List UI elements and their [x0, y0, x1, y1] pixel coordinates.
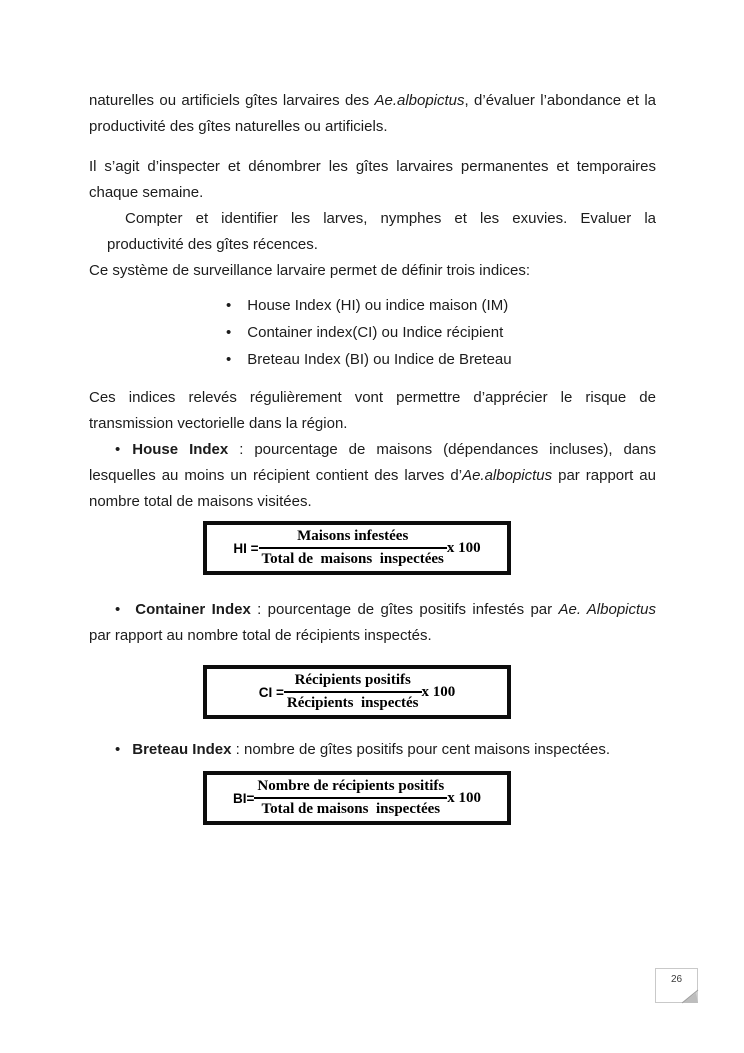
text-line: [89, 737, 656, 763]
text-line: nombre total de maisons visitées.: [89, 493, 312, 510]
index-term-bold: House Index: [132, 441, 229, 458]
list-item: [226, 319, 656, 346]
fraction-numerator: Récipients positifs: [284, 671, 422, 693]
species-name-italic: Ae. Albopictus: [558, 601, 657, 618]
index-term-bold: Container Index: [135, 601, 251, 618]
bullet-icon: •: [115, 741, 121, 758]
bullet-icon: •: [115, 601, 121, 618]
formula-multiplier: x 100: [446, 539, 481, 556]
text-line: Ces indices relevés régulièrement vont permettre d’apprécier le risque de: [89, 389, 656, 406]
fraction: [254, 777, 447, 819]
page-number: 26: [670, 974, 683, 985]
fraction-numerator: Nombre de récipients positifs: [254, 777, 447, 799]
fraction: [259, 527, 447, 569]
text-line: [89, 437, 656, 463]
bullet-icon: •: [226, 324, 232, 341]
paragraph-indices-intro: [89, 258, 656, 284]
list-item: [226, 346, 656, 373]
paragraph-container-index: [89, 597, 656, 649]
paragraph-breteau-index: [89, 737, 656, 763]
formula-box-container-index: [203, 665, 511, 719]
formula-label: CI =: [258, 684, 284, 700]
fraction-numerator: Maisons infestées: [259, 527, 447, 549]
text-segment: : nombre de gîtes positifs pour cent maisons inspectées.: [231, 741, 610, 758]
text-line: transmission vectorielle dans la région.: [89, 415, 348, 432]
formula-box-breteau-index: [203, 771, 511, 825]
text-segment: , d’évaluer l’abondance et la: [464, 92, 656, 109]
text-line: Il s’agit d’inspecter et dénombrer les gîtes larvaires permanentes et temporaires: [89, 158, 656, 175]
text-line: Ce système de surveillance larvaire permet de définir trois indices:: [89, 262, 531, 279]
list-item: [226, 292, 656, 319]
page-number-box: [655, 968, 698, 1003]
index-term-bold: Breteau Index: [132, 741, 232, 758]
paragraph-counting: [89, 206, 656, 258]
fraction-denominator: Récipients inspectés: [286, 695, 419, 711]
page-fold-icon: [681, 988, 699, 1004]
text-line: chaque semaine.: [89, 184, 204, 201]
paragraph-risk: [89, 385, 656, 437]
bullet-icon: •: [226, 351, 232, 368]
paragraph-intro: [89, 88, 656, 140]
text-line: par rapport au nombre total de récipients inspectés.: [89, 627, 432, 644]
formula-label: BI=: [233, 790, 255, 806]
list-item-label: Container index(CI) ou Indice récipient: [247, 324, 504, 341]
text-line: [89, 597, 656, 623]
fraction-denominator: Total de maisons inspectées: [261, 801, 441, 817]
formula-label: HI =: [233, 540, 259, 556]
text-segment: naturelles ou artificiels gîtes larvaires des: [89, 92, 375, 109]
species-name-italic: Ae.albopictus: [462, 467, 553, 484]
bullet-icon: •: [115, 441, 121, 458]
text-segment: lesquelles au moins un récipient contient des larves d’: [89, 467, 463, 484]
list-item-label: House Index (HI) ou indice maison (IM): [247, 297, 509, 314]
formula-box-house-index: [203, 521, 511, 575]
bullet-icon: •: [226, 297, 232, 314]
indices-bullet-list: [89, 292, 656, 373]
text-line: [89, 88, 656, 114]
paragraph-inspection: [89, 154, 656, 206]
text-segment: : pourcentage de maisons (dépendances incluses), dans: [228, 441, 656, 458]
text-line: productivité des gîtes récences.: [107, 236, 318, 253]
text-line: productivité des gîtes naturelles ou artificiels.: [89, 118, 388, 135]
paragraph-house-index: [89, 437, 656, 515]
species-name-italic: Ae.albopictus: [374, 92, 465, 109]
formula-multiplier: x 100: [421, 683, 456, 700]
fraction: [284, 671, 422, 713]
list-item-label: Breteau Index (BI) ou Indice de Breteau: [247, 351, 512, 368]
text-line: [89, 463, 656, 489]
formula-multiplier: x 100: [447, 789, 481, 806]
text-line: Compter et identifier les larves, nymphes et les exuvies. Evaluer la: [125, 210, 656, 227]
fraction-denominator: Total de maisons inspectées: [261, 551, 444, 567]
text-segment: : pourcentage de gîtes positifs infestés par: [250, 601, 559, 618]
text-segment: par rapport au: [552, 467, 656, 484]
